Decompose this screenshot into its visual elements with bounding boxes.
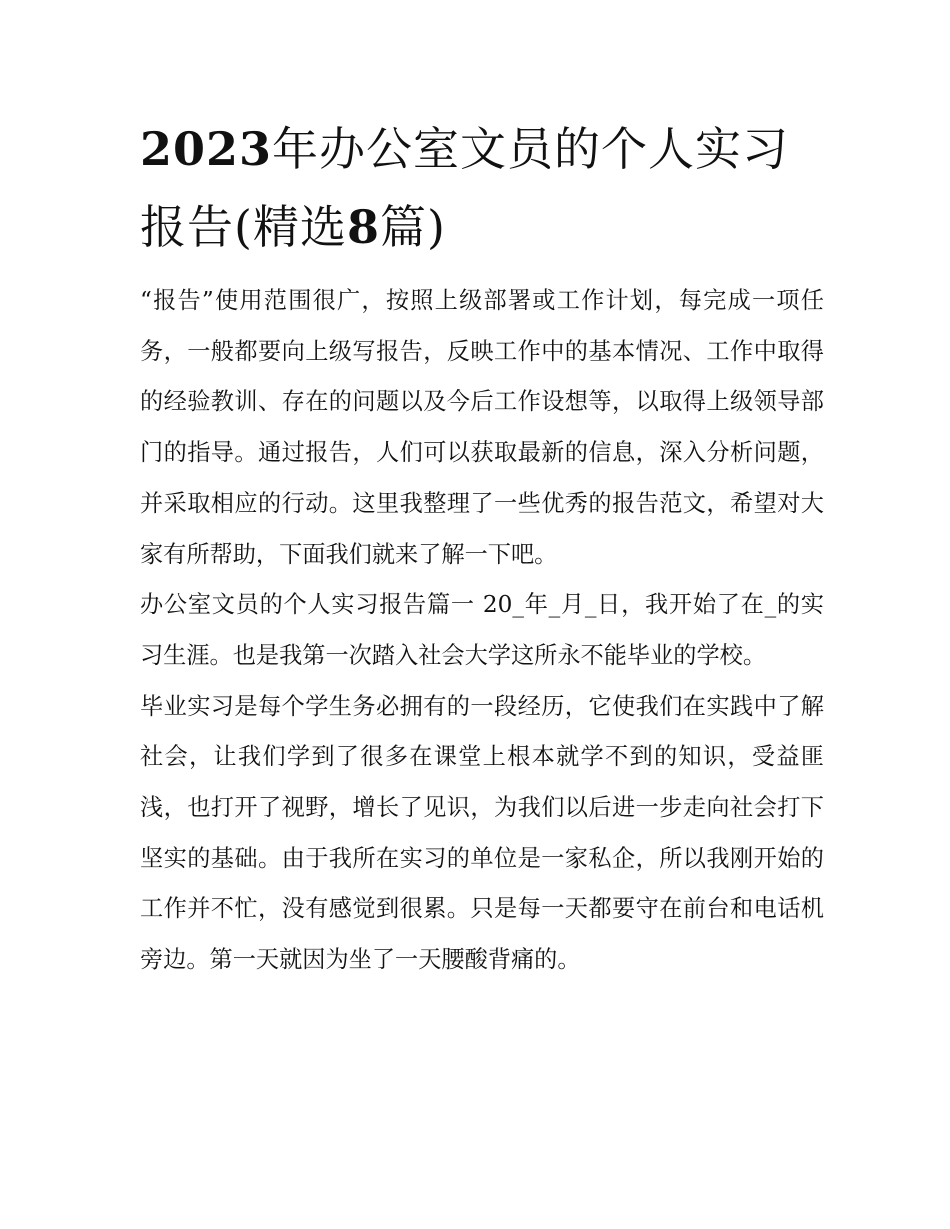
document-title xyxy=(140,110,830,266)
title-number: 2023 xyxy=(140,122,273,176)
internship-paragraph: 毕业实习是每个学生务必拥有的一段经历，它使我们在实践中了解社会，让我们学到了很多在课堂上根本就学不到的知识，受益匪浅，也打开了视野，增长了见识，为我们以后进一步走向社会打下坚实的基础。由于我所在实习的单位是一家私企，所以我刚开始的工作并不忙，没有感觉到很累。只是每一天都要守在前台和电话机旁边。第一天就因为坐了一天腰酸背痛的。 xyxy=(140,692,824,974)
document-body xyxy=(140,276,824,986)
title-number: 8 xyxy=(346,200,380,254)
intro-paragraph: “报告”使用范围很广，按照上级部署或工作计划，每完成一项任务，一般都要向上级写报告，反映工作中的基本情况、工作中取得的经验教训、存在的问题以及今后工作设想等，以取得上级领导部门的指导。通过报告，人们可以获取最新的信息，深入分析问题，并采取相应的行动。这里我整理了一些优秀的报告范文，希望对大家有所帮助，下面我们就来了解一下吧。 xyxy=(140,287,824,568)
title-line-1: 2023年办公室文员的个人实习 xyxy=(140,122,790,176)
title-line-2: 报告(精选8篇) xyxy=(140,200,446,254)
report-opening-paragraph: 办公室文员的个人实习报告篇一 20_年_月_日，我开始了在_的实习生涯。也是我第一次踏入社会大学这所永不能毕业的学校。 xyxy=(140,591,824,669)
